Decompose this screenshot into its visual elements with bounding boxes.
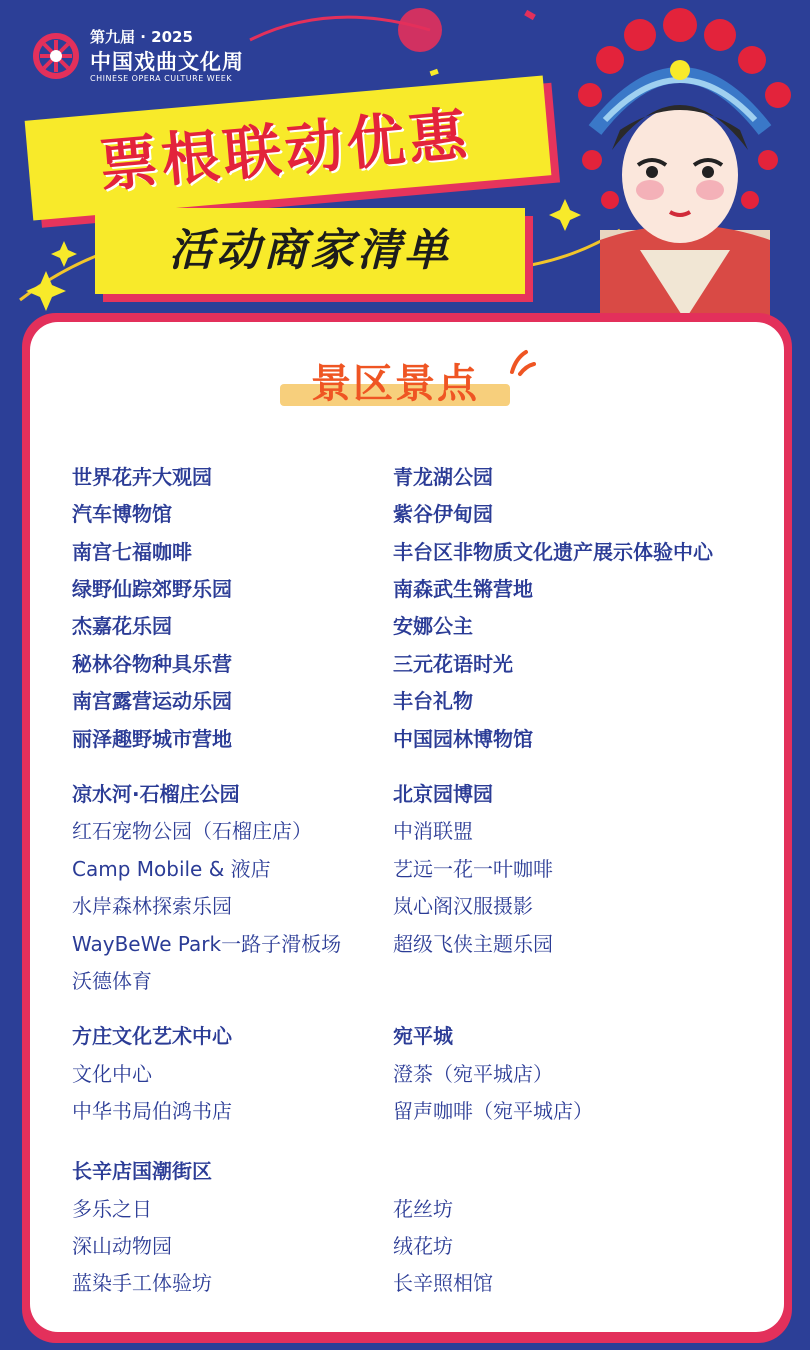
merchant-list-item: 宛平城 [393, 1024, 453, 1048]
event-logo [30, 22, 260, 92]
merchant-list-item: 南宫露营运动乐园 [72, 689, 232, 713]
merchant-list-item: 丽泽趣野城市营地 [72, 727, 232, 751]
merchant-list-item: 丰台礼物 [393, 689, 473, 713]
merchant-list-item: 安娜公主 [393, 614, 473, 638]
opera-character-illustration [540, 0, 810, 320]
merchant-list-item: 秘林谷物种具乐营 [72, 652, 232, 676]
merchant-list-item: 中消联盟 [393, 819, 473, 843]
merchant-list-item: 岚心阁汉服摄影 [393, 894, 533, 918]
merchant-list-item: 绿野仙踪郊野乐园 [72, 577, 232, 601]
merchant-list-item: 超级飞侠主题乐园 [393, 932, 553, 956]
merchant-list-item: 南宫七福咖啡 [72, 540, 192, 564]
merchant-list-item: 世界花卉大观园 [72, 465, 212, 489]
merchant-list-item: 水岸森林探索乐园 [72, 894, 232, 918]
merchant-list-item: 杰嘉花乐园 [72, 614, 172, 638]
merchant-list-item: 长辛店国潮街区 [72, 1159, 212, 1183]
merchant-list-item: 深山动物园 [72, 1234, 172, 1258]
merchant-list-item: Camp Mobile & 液店 [72, 857, 271, 881]
merchant-list-item: 绒花坊 [393, 1234, 453, 1258]
merchant-list-item: 蓝染手工体验坊 [72, 1271, 212, 1295]
merchant-list-item: 文化中心 [72, 1062, 152, 1086]
merchant-list-item: 汽车博物馆 [72, 502, 172, 526]
logo-edition: 第九届 · 2025 [90, 28, 193, 46]
merchant-list-item: 三元花语时光 [393, 652, 513, 676]
merchant-list-item: 中华书局伯鸿书店 [72, 1099, 232, 1123]
merchant-list-item: 沃德体育 [72, 969, 152, 993]
headline: 票根联动优惠 [96, 99, 474, 201]
merchant-list-item: WayBeWe Park一路子滑板场 [72, 932, 342, 956]
merchant-list-item: 艺远一花一叶咖啡 [393, 857, 553, 881]
merchant-list-item: 留声咖啡（宛平城店） [393, 1099, 593, 1123]
merchant-list-item: 南森武生锵营地 [393, 577, 533, 601]
merchant-list-item: 中国园林博物馆 [393, 727, 533, 751]
merchant-list-item: 多乐之日 [72, 1197, 152, 1221]
merchant-list-item: 丰台区非物质文化遗产展示体验中心 [393, 540, 713, 564]
merchant-list-item: 紫谷伊甸园 [393, 502, 493, 526]
subheadline: 活动商家清单 [169, 225, 451, 276]
merchant-list-item: 澄茶（宛平城店） [393, 1062, 553, 1086]
merchant-list-item: 北京园博园 [393, 782, 493, 806]
merchant-list-item: 花丝坊 [393, 1197, 453, 1221]
merchant-list-item: 长辛照相馆 [393, 1271, 493, 1295]
merchant-list-item: 红石宠物公园（石榴庄店） [72, 819, 312, 843]
merchant-list-item: 方庄文化艺术中心 [72, 1024, 232, 1048]
logo-name-en: CHINESE OPERA CULTURE WEEK [90, 74, 233, 83]
merchant-list-item: 青龙湖公园 [393, 465, 493, 489]
opera-logo-icon [30, 30, 82, 82]
sparkle-icon [506, 348, 536, 378]
logo-name: 中国戏曲文化周 [90, 50, 244, 74]
merchant-list-item: 凉水河·石榴庄公园 [72, 782, 240, 806]
section-header [280, 348, 530, 418]
section-title: 景区景点 [311, 361, 479, 407]
